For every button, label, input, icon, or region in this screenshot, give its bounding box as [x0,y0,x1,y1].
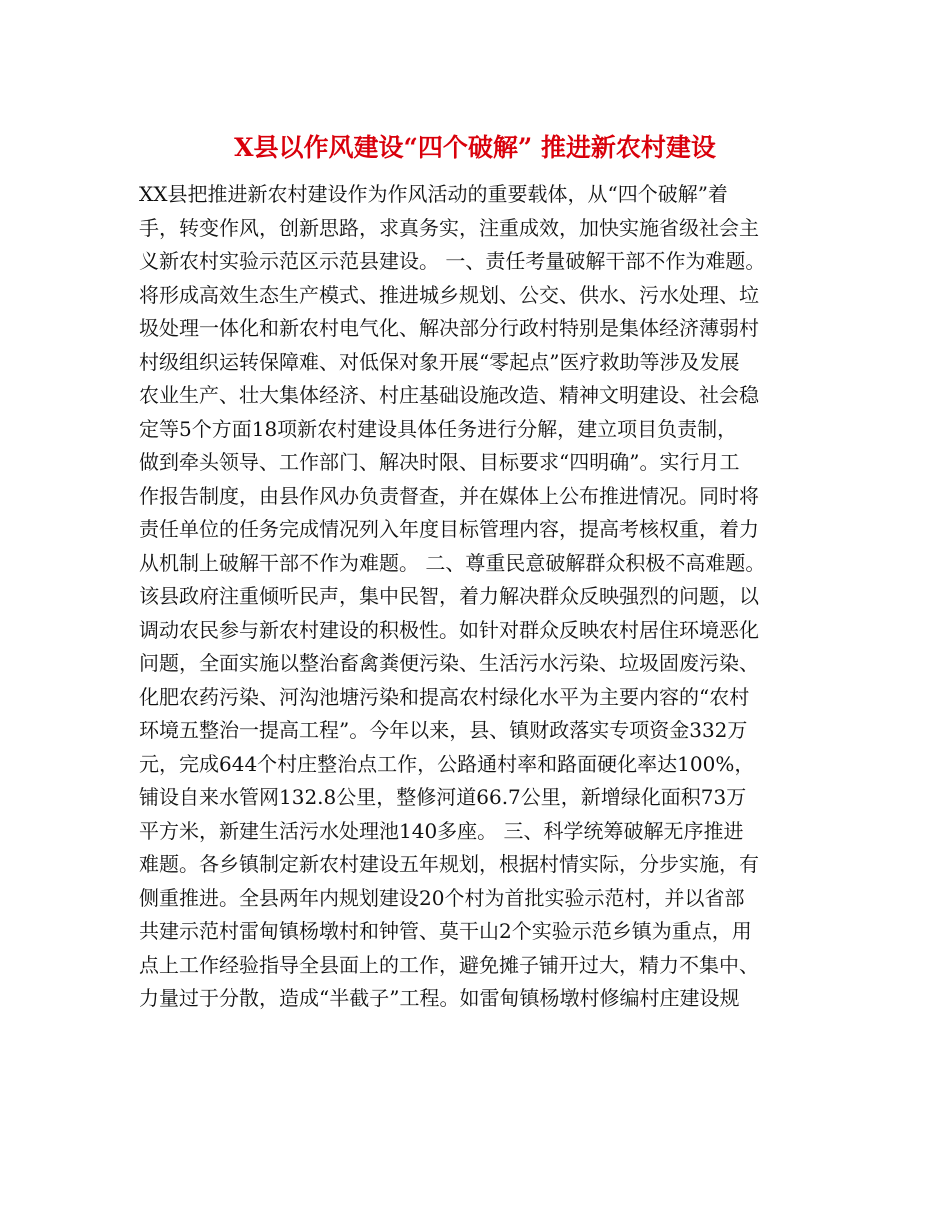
body-line: 责任单位的任务完成情况列入年度目标管理内容，提高考核权重，着力 [139,517,759,541]
body-line: 做到牵头领导、工作部门、解决时限、目标要求“四明确”。实行月工 [139,450,740,474]
body-line: XX县把推进新农村建设作为作风活动的重要载体，从“四个破解”着 [139,182,728,206]
body-line: 共建示范村雷甸镇杨墩村和钟管、莫干山2个实验示范乡镇为重点，用 [139,919,752,943]
body-line: 难题。各乡镇制定新农村建设五年规划，根据村情实际，分步实施，有 [139,852,759,876]
body-line: 农业生产、壮大集体经济、村庄基础设施改造、精神文明建设、社会稳 [139,383,759,407]
body-line: 铺设自来水管网132.8公里，整修河道66.7公里，新增绿化面积73万 [139,785,747,809]
body-line: 将形成高效生态生产模式、推进城乡规划、公交、供水、污水处理、垃 [139,282,759,307]
body-line: 该县政府注重倾听民声，集中民智，着力解决群众反映强烈的问题，以 [139,584,759,608]
body-line: 村级组织运转保障难、对低保对象开展“零起点”医疗救助等涉及发展 [139,349,740,374]
body-line: 问题，全面实施以整治畜禽粪便污染、生活污水污染、垃圾固废污染、 [139,651,759,675]
body-line: 手，转变作风，创新思路，求真务实，注重成效，加快实施省级社会主 [139,215,759,240]
body-line: 定等5个方面18项新农村建设具体任务进行分解，建立项目负责制， [139,416,738,441]
body-line: 圾处理一体化和新农村电气化、解决部分行政村特别是集体经济薄弱村 [139,316,759,340]
body-line: 点上工作经验指导全县面上的工作，避免摊子铺开过大，精力不集中、 [139,952,759,977]
body-line: 元，完成644个村庄整治点工作，公路通村率和路面硬化率达100%， [139,751,755,776]
body-line: 侧重推进。全县两年内规划建设20个村为首批实验示范村，并以省部 [139,885,745,910]
document-body [139,178,829,1016]
body-line: 平方米，新建生活污水处理池140多座。 三、科学统筹破解无序推进 [139,818,744,843]
body-line: 调动农民参与新农村建设的积极性。如针对群众反映农村居住环境恶化 [139,617,759,642]
body-line: 作报告制度，由县作风办负责督查，并在媒体上公布推进情况。同时将 [139,483,759,508]
body-line: 义新农村实验示范区示范县建设。 一、责任考量破解干部不作为难题。 [139,249,766,273]
body-line: 环境五整治一提高工程”。今年以来，县、镇财政落实专项资金332万 [139,718,748,742]
body-line: 力量过于分散，造成“半截子”工程。如雷甸镇杨墩村修编村庄建设规 [139,986,740,1010]
document-title: X县以作风建设“四个破解” 推进新农村建设 [234,133,716,162]
body-line: 化肥农药污染、河沟池塘污染和提高农村绿化水平为主要内容的“农村 [139,684,750,709]
body-line: 从机制上破解干部不作为难题。 二、尊重民意破解群众积极不高难题。 [139,550,766,575]
